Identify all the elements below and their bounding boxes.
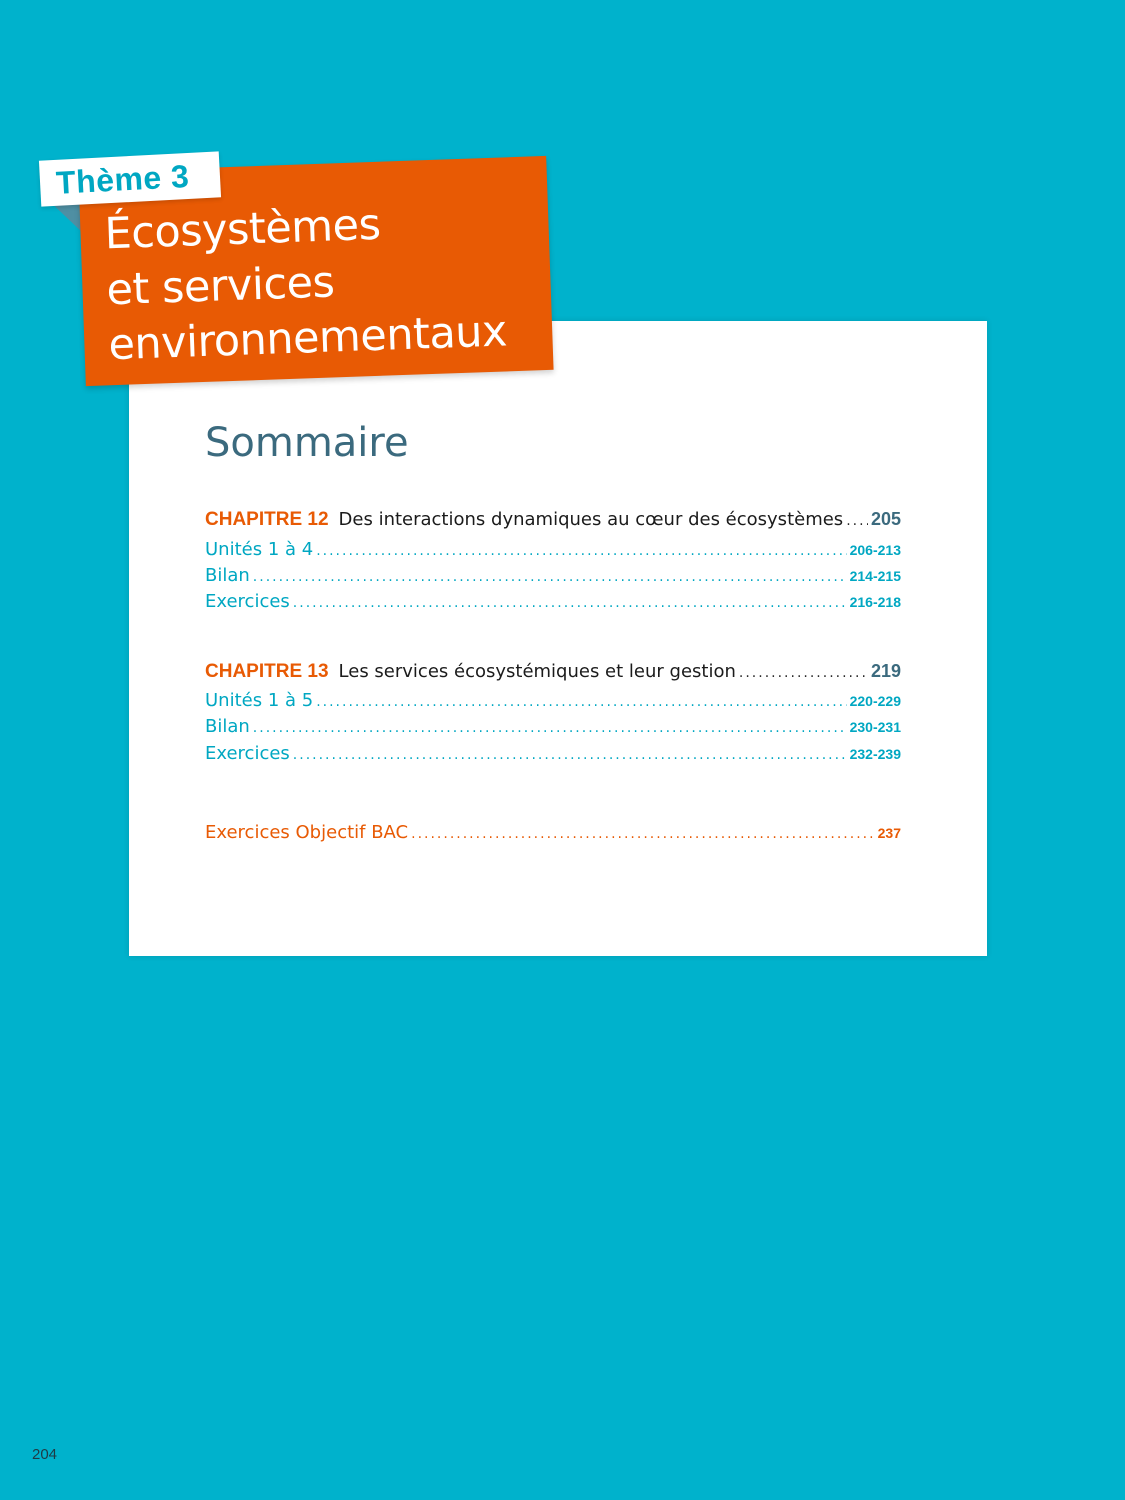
- dot-leader: [846, 513, 868, 529]
- theme-tag: [39, 151, 221, 206]
- theme-tag-label: Thème 3: [55, 157, 191, 201]
- toc-item-label: Exercices Objectif BAC: [205, 822, 409, 843]
- chapter-page: 205: [870, 509, 901, 529]
- toc-item[interactable]: [205, 539, 901, 560]
- chapter-number: CHAPITRE 12: [205, 509, 329, 530]
- toc-item-label: Unités 1 à 5: [205, 690, 314, 711]
- dot-leader: [253, 720, 847, 736]
- toc-item-pages: 237: [877, 825, 901, 841]
- chapter-number: CHAPITRE 13: [205, 661, 329, 682]
- page-number: 204: [32, 1446, 58, 1463]
- toc-item[interactable]: [205, 591, 901, 612]
- toc-item[interactable]: [205, 716, 901, 737]
- dot-leader: [293, 595, 847, 611]
- dot-leader: [411, 826, 875, 842]
- summary-card: [129, 321, 987, 956]
- toc-objectif-bac[interactable]: [205, 822, 901, 843]
- toc-item-label: Bilan: [205, 716, 250, 737]
- dot-leader: [316, 694, 846, 710]
- toc-item-pages: 206-213: [849, 542, 901, 558]
- theme-title-line-1: Écosystèmes: [103, 199, 382, 260]
- chapter-page: 219: [870, 661, 901, 681]
- toc-item-label: Bilan: [205, 565, 250, 586]
- toc-item-pages: 220-229: [849, 693, 901, 709]
- toc-item-label: Exercices: [205, 743, 290, 764]
- theme-title-line-2: et services: [105, 257, 336, 316]
- toc-item[interactable]: [205, 743, 901, 764]
- toc-item-label: Unités 1 à 4: [205, 539, 314, 560]
- toc-item[interactable]: [205, 565, 901, 586]
- toc-item-pages: 216-218: [849, 594, 901, 610]
- theme-title-line-3: environnementaux: [107, 306, 508, 371]
- summary-heading: Sommaire: [205, 420, 409, 466]
- chapter-title: Des interactions dynamiques au cœur des écosystèmes: [338, 509, 844, 530]
- dot-leader: [316, 543, 846, 559]
- toc-item-pages: 230-231: [849, 719, 901, 735]
- dot-leader: [739, 665, 868, 681]
- toc-item-pages: 232-239: [849, 746, 901, 762]
- toc-chapter-13[interactable]: [205, 661, 901, 683]
- toc-item-label: Exercices: [205, 591, 290, 612]
- dot-leader: [293, 747, 847, 763]
- dot-leader: [253, 569, 847, 585]
- toc-chapter-12[interactable]: [205, 509, 901, 531]
- toc-item[interactable]: [205, 690, 901, 711]
- chapter-title: Les services écosystémiques et leur gestion: [338, 661, 736, 682]
- toc-item-pages: 214-215: [849, 568, 901, 584]
